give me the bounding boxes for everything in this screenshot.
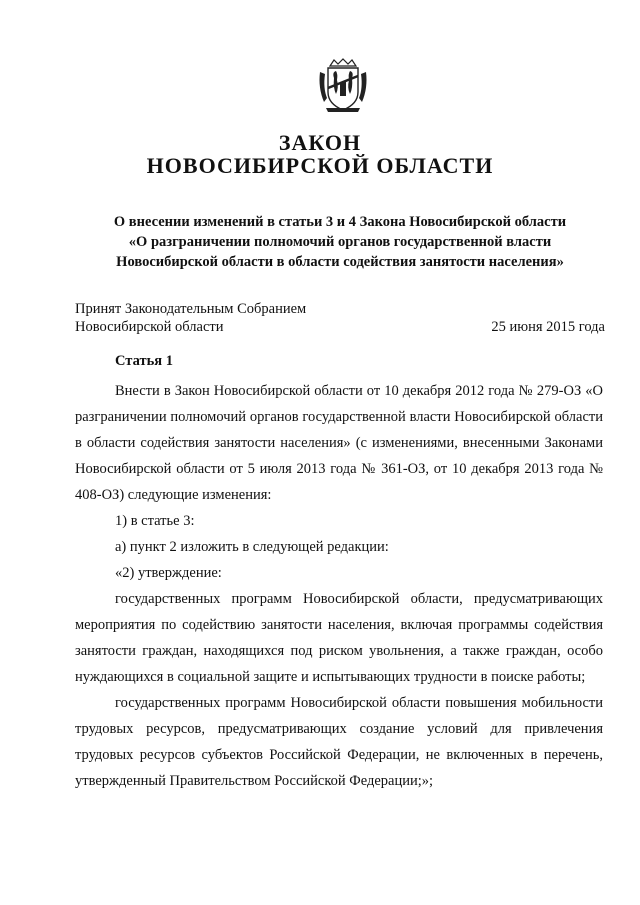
region-title: НОВОСИБИРСКОЙ ОБЛАСТИ bbox=[146, 153, 494, 178]
article-heading: Статья 1 bbox=[115, 353, 173, 369]
subtitle-line: О внесении изменений в статьи 3 и 4 Закона Новосибирской области bbox=[113, 214, 567, 230]
coat-of-arms-emblem bbox=[318, 58, 368, 114]
novosibirsk-coat-of-arms-icon bbox=[318, 58, 368, 114]
article-paragraph: а) пункт 2 изложить в следующей редакции: bbox=[115, 539, 389, 555]
law-title: ЗАКОН bbox=[278, 130, 362, 155]
adoption-date: 25 июня 2015 года bbox=[491, 319, 605, 335]
article-paragraph: государственных программ Новосибирской области, предусматривающих мероприятия по содействию занятости населения, включая программы содействия занятости граждан, находящихся под риском увольнения, а также граждан, особо нуждающихся в социальной защите и испытывающих трудности в поиске работы; bbox=[75, 591, 603, 685]
article-paragraph: Внести в Закон Новосибирской области от 10 декабря 2012 года № 279-ОЗ «О разграничении полномочий органов государственной власти Новосибирской области в области содействия занятости населения» (с изменениями, внесенными Законами Новосибирской области от 5 июля 2013 года № 361-ОЗ, от 10 декабря 2013 года № 408-ОЗ) следующие изменения: bbox=[75, 383, 603, 503]
law-subtitle bbox=[60, 212, 620, 272]
subtitle-line: Новосибирской области в области содействия занятости населения» bbox=[116, 254, 564, 270]
article-paragraph: государственных программ Новосибирской области повышения мобильности трудовых ресурсов, предусматривающих создание условий для привлечения трудовых ресурсов субъектов Российской Федерации, не включенных в перечень, утвержденный Правительством Российской Федерации;»; bbox=[75, 695, 603, 789]
article-paragraph: 1) в статье 3: bbox=[115, 513, 195, 529]
article-body bbox=[75, 378, 603, 794]
subtitle-line: «О разграничении полномочий органов государственной власти bbox=[128, 234, 552, 250]
article-paragraph: «2) утверждение: bbox=[115, 565, 222, 581]
adoption-body: Принят Законодательным Собранием bbox=[75, 301, 307, 317]
adoption-region: Новосибирской области bbox=[75, 319, 224, 335]
adoption-block bbox=[75, 300, 605, 336]
